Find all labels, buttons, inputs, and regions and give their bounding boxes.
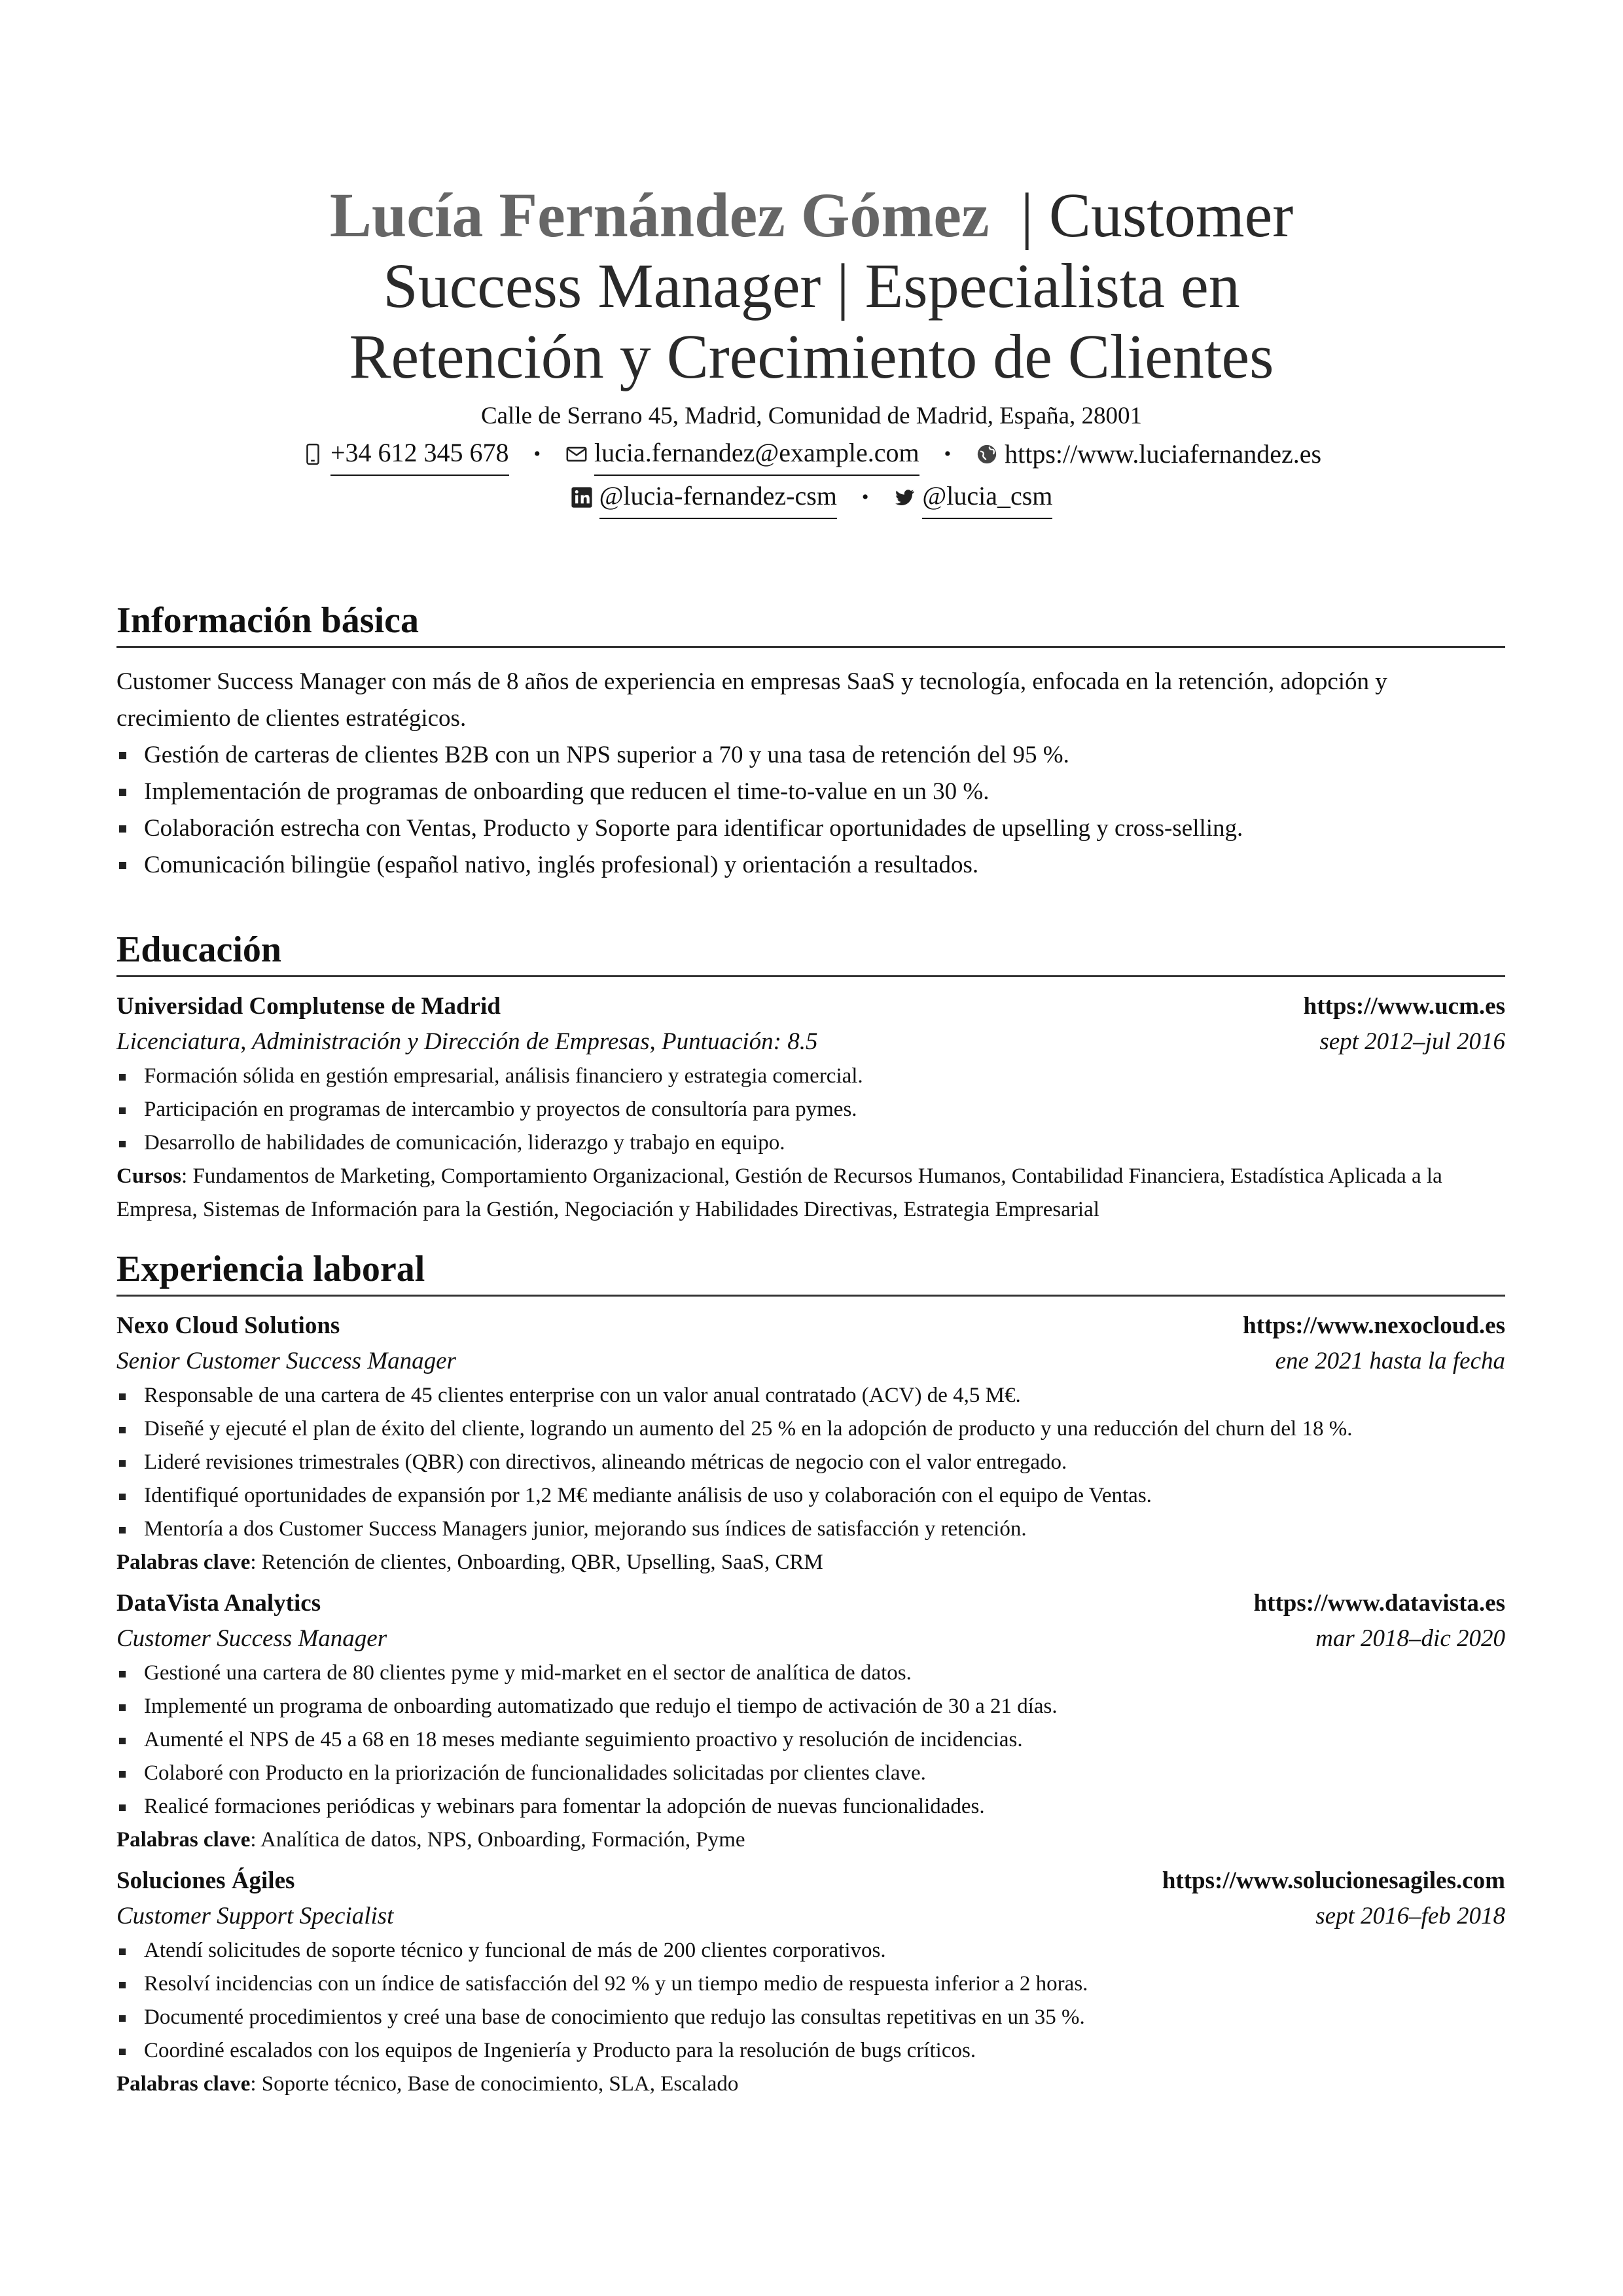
phone-icon: [302, 443, 324, 465]
courses: [116, 1160, 1505, 1227]
list-item: Resolví incidencias con un índice de satisfacción del 92 % y un tiempo medio de respuesta inferior a 2 horas.: [116, 1967, 1505, 2001]
list-item: Comunicación bilingüe (español nativo, inglés profesional) y orientación a resultados.: [116, 847, 1505, 884]
institution-url[interactable]: https://www.ucm.es: [1303, 993, 1505, 1020]
job-entry: [116, 1586, 1505, 1857]
keywords-label: Palabras clave: [116, 1828, 251, 1852]
summary-paragraph: Customer Success Manager con más de 8 años de experiencia en empresas SaaS y tecnología, enfocada en la retención, adopción y crecimiento de clientes estratégicos.: [116, 668, 1387, 732]
company-url[interactable]: https://www.datavista.es: [1253, 1590, 1505, 1617]
list-item: Gestioné una cartera de 80 clientes pyme y mid-market en el sector de analítica de datos.: [116, 1657, 1505, 1690]
job-title: Customer Support Specialist: [116, 1903, 394, 1929]
list-item: Documenté procedimientos y creé una base de conocimiento que redujo las consultas repetitivas en un 35 %.: [116, 2001, 1505, 2034]
job-entry: [116, 1863, 1505, 2101]
keywords-list: : Retención de clientes, Onboarding, QBR, Upselling, SaaS, CRM: [250, 1551, 823, 1574]
section-heading: Experiencia laboral: [116, 1247, 1505, 1297]
list-item: Coordiné escalados con los equipos de Ingeniería y Producto para la resolución de bugs críticos.: [116, 2034, 1505, 2068]
degree: Licenciatura, Administración y Dirección de Empresas, Puntuación: 8.5: [116, 1028, 818, 1055]
keywords-list: : Analítica de datos, NPS, Onboarding, Formación, Pyme: [250, 1828, 745, 1852]
company-name: Nexo Cloud Solutions: [116, 1312, 340, 1339]
date-range: sept 2012–jul 2016: [1319, 1028, 1505, 1055]
list-item: Lideré revisiones trimestrales (QBR) con directivos, alineando métricas de negocio con el valor entregado.: [116, 1446, 1505, 1479]
company-name: DataVista Analytics: [116, 1590, 321, 1617]
job-title: Customer Success Manager: [116, 1625, 387, 1652]
separator: •: [533, 443, 541, 465]
linkedin-link[interactable]: @lucia-fernandez-csm: [599, 476, 837, 519]
section-heading: Educación: [116, 928, 1505, 977]
list-item: Atendí solicitudes de soporte técnico y funcional de más de 200 clientes corporativos.: [116, 1934, 1505, 1967]
separator: •: [944, 443, 952, 465]
summary-list: [116, 737, 1505, 884]
date-range: mar 2018–dic 2020: [1315, 1625, 1505, 1652]
phone-link[interactable]: +34 612 345 678: [330, 433, 509, 476]
contact-line-1: [0, 433, 1623, 476]
date-range: sept 2016–feb 2018: [1315, 1903, 1505, 1929]
job-list: [116, 1657, 1505, 1823]
list-item: Participación en programas de intercambio y proyectos de consultoría para pymes.: [116, 1093, 1505, 1126]
education-entry: [116, 989, 1505, 1227]
list-item: Responsable de una cartera de 45 clientes enterprise con un valor anual contratado (ACV) de 4,5 M€.: [116, 1379, 1505, 1412]
list-item: Colaboración estrecha con Ventas, Producto y Soporte para identificar oportunidades de upselling y cross-selling.: [116, 810, 1505, 847]
list-item: Implementé un programa de onboarding automatizado que redujo el tiempo de activación de 30 a 21 días.: [116, 1690, 1505, 1723]
job-list: [116, 1934, 1505, 2068]
list-item: Mentoría a dos Customer Success Managers junior, mejorando sus índices de satisfacción y retención.: [116, 1513, 1505, 1546]
linkedin-icon: [571, 486, 593, 509]
address: Calle de Serrano 45, Madrid, Comunidad de Madrid, España, 28001: [480, 403, 1143, 429]
list-item: Identifiqué oportunidades de expansión por 1,2 M€ mediante análisis de uso y colaboración con el equipo de Ventas.: [116, 1479, 1505, 1513]
company-name: Soluciones Ágiles: [116, 1867, 295, 1894]
twitter-icon: [893, 486, 916, 509]
list-item: Gestión de carteras de clientes B2B con un NPS superior a 70 y una tasa de retención del 95 %.: [116, 737, 1505, 774]
headline: | Customer Success Manager | Especialista en Retención y Crecimiento de Clientes: [349, 180, 1294, 391]
courses-label: Cursos: [116, 1164, 182, 1188]
keywords-label: Palabras clave: [116, 2072, 251, 2096]
list-item: Implementación de programas de onboarding que reducen el time-to-value en un 30 %.: [116, 774, 1505, 810]
list-item: Colaboré con Producto en la priorización de funcionalidades solicitadas por clientes clave.: [116, 1757, 1505, 1790]
person-name: Lucía Fernández Gómez: [329, 180, 990, 250]
section-experience: [116, 1247, 1505, 2101]
courses-list: : Fundamentos de Marketing, Comportamiento Organizacional, Gestión de Recursos Humanos, Contabilidad Financiera, Estadística Aplicada a la Empresa, Sistemas de Información para la Gestión, Negociación y Habilidades Directivas, Estrategia Empresarial: [116, 1164, 1442, 1221]
page-title: [255, 180, 1368, 392]
cv-header: [0, 180, 1623, 519]
keywords: [116, 2068, 1505, 2101]
job-list: [116, 1379, 1505, 1546]
date-range: ene 2021 hasta la fecha: [1275, 1348, 1505, 1374]
section-basic-info: [116, 599, 1505, 884]
contact-line-2: [0, 476, 1623, 519]
keywords: [116, 1546, 1505, 1579]
list-item: Realicé formaciones periódicas y webinars para fomentar la adopción de nuevas funcionalidades.: [116, 1790, 1505, 1823]
education-list: [116, 1060, 1505, 1160]
keywords-list: : Soporte técnico, Base de conocimiento, SLA, Escalado: [250, 2072, 739, 2096]
list-item: Formación sólida en gestión empresarial, análisis financiero y estrategia comercial.: [116, 1060, 1505, 1093]
globe-icon: [976, 443, 998, 465]
keywords-label: Palabras clave: [116, 1551, 251, 1574]
institution-name: Universidad Complutense de Madrid: [116, 993, 501, 1020]
company-url[interactable]: https://www.nexocloud.es: [1243, 1312, 1505, 1339]
separator: •: [861, 486, 869, 508]
envelope-icon: [565, 443, 588, 465]
website-link[interactable]: https://www.luciafernandez.es: [1005, 439, 1322, 469]
section-education: [116, 928, 1505, 1227]
list-item: Diseñé y ejecuté el plan de éxito del cliente, logrando un aumento del 25 % en la adopción de producto y una reducción del churn del 18 %.: [116, 1412, 1505, 1446]
email-link[interactable]: lucia.fernandez@example.com: [594, 433, 919, 476]
job-entry: [116, 1308, 1505, 1579]
twitter-link[interactable]: @lucia_csm: [922, 476, 1052, 519]
list-item: Desarrollo de habilidades de comunicación, liderazgo y trabajo en equipo.: [116, 1126, 1505, 1160]
section-heading: Información básica: [116, 599, 1505, 648]
company-url[interactable]: https://www.solucionesagiles.com: [1162, 1867, 1505, 1894]
list-item: Aumenté el NPS de 45 a 68 en 18 meses mediante seguimiento proactivo y resolución de incidencias.: [116, 1723, 1505, 1757]
job-title: Senior Customer Success Manager: [116, 1348, 456, 1374]
keywords: [116, 1823, 1505, 1857]
